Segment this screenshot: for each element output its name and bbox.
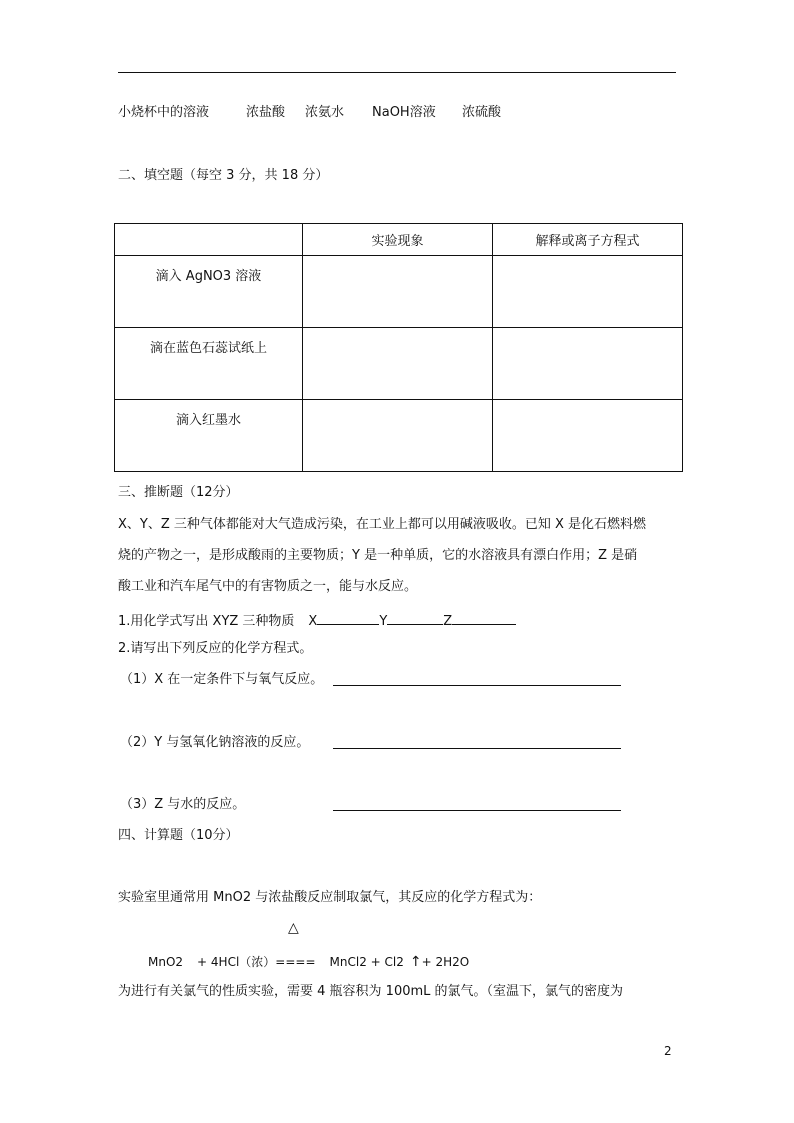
paragraph-line: 烧的产物之一，是形成酸雨的主要物质；Y 是一种单质，它的水溶液具有漂白作用；Z 是硝 xyxy=(118,548,638,563)
product: + 2H2O xyxy=(421,955,470,969)
phenomenon-cell[interactable] xyxy=(303,328,493,400)
explanation-cell[interactable] xyxy=(493,328,683,400)
sub-question: （2）Y 与氢氧化钠溶液的反应。 xyxy=(120,735,310,750)
y-label: Y xyxy=(379,614,388,629)
question-text: 1.用化学式写出 XYZ 三种物质 xyxy=(118,614,295,629)
table-header-cell: 解释或离子方程式 xyxy=(493,224,683,256)
table-header-row xyxy=(115,224,683,256)
reactant: MnO2 xyxy=(148,955,184,969)
y-answer-blank[interactable] xyxy=(387,612,443,625)
product: MnCl2 + Cl2 xyxy=(329,955,404,969)
sub-question: （1）X 在一定条件下与氧气反应。 xyxy=(120,672,324,687)
header-rule xyxy=(118,72,676,73)
option-item: 浓硫酸 xyxy=(462,105,502,120)
page-number: 2 xyxy=(664,1044,672,1058)
answer-blank-3[interactable] xyxy=(333,798,621,811)
chemical-equation xyxy=(148,953,469,970)
section-intro: 实验室里通常用 MnO2 与浓盐酸反应制取氯气，其反应的化学方程式为： xyxy=(118,890,542,905)
sub-question: （3）Z 与水的反应。 xyxy=(120,797,246,812)
question-2-text: 2.请写出下列反应的化学方程式。 xyxy=(118,641,313,656)
fill-in-table xyxy=(114,223,683,472)
answer-blank-2[interactable] xyxy=(333,736,621,749)
question-1 xyxy=(118,610,516,629)
section-title: 二、填空题（每空 3 分，共 18 分） xyxy=(118,168,329,183)
table-header-cell xyxy=(115,224,303,256)
section-title: 四、计算题（10分） xyxy=(118,828,239,843)
option-item: 浓盐酸 xyxy=(246,105,286,120)
phenomenon-cell[interactable] xyxy=(303,256,493,328)
option-item: 浓氨水 xyxy=(305,105,345,120)
row-label: 滴入红墨水 xyxy=(115,400,303,472)
z-answer-blank[interactable] xyxy=(452,612,516,625)
paragraph-line: X、Y、Z 三种气体都能对大气造成污染，在工业上都可以用碱液吸收。已知 X 是化石燃料燃 xyxy=(118,517,647,532)
answer-blank-1[interactable] xyxy=(333,673,621,686)
table-row xyxy=(115,328,683,400)
table-row xyxy=(115,400,683,472)
section-title: 三、推断题（12分） xyxy=(118,485,239,500)
options-label: 小烧杯中的溶液 xyxy=(118,105,210,120)
explanation-cell[interactable] xyxy=(493,400,683,472)
row-label: 滴在蓝色石蕊试纸上 xyxy=(115,328,303,400)
option-item: NaOH溶液 xyxy=(372,105,436,120)
paragraph-line: 为进行有关氯气的性质实验，需要 4 瓶容积为 100mL 的氯气。（室温下，氯气的密度为 xyxy=(118,984,624,999)
gas-arrow-icon: ↑ xyxy=(409,954,422,970)
heat-condition-symbol: △ xyxy=(288,920,299,936)
x-label: X xyxy=(308,614,318,629)
table-row xyxy=(115,256,683,328)
phenomenon-cell[interactable] xyxy=(303,400,493,472)
reactant: + 4HCl（浓）==== xyxy=(197,955,316,969)
paragraph-line: 酸工业和汽车尾气中的有害物质之一，能与水反应。 xyxy=(118,579,418,594)
row-label: 滴入 AgNO3 溶液 xyxy=(115,256,303,328)
z-label: Z xyxy=(443,614,453,629)
x-answer-blank[interactable] xyxy=(317,612,379,625)
explanation-cell[interactable] xyxy=(493,256,683,328)
table-header-cell: 实验现象 xyxy=(303,224,493,256)
